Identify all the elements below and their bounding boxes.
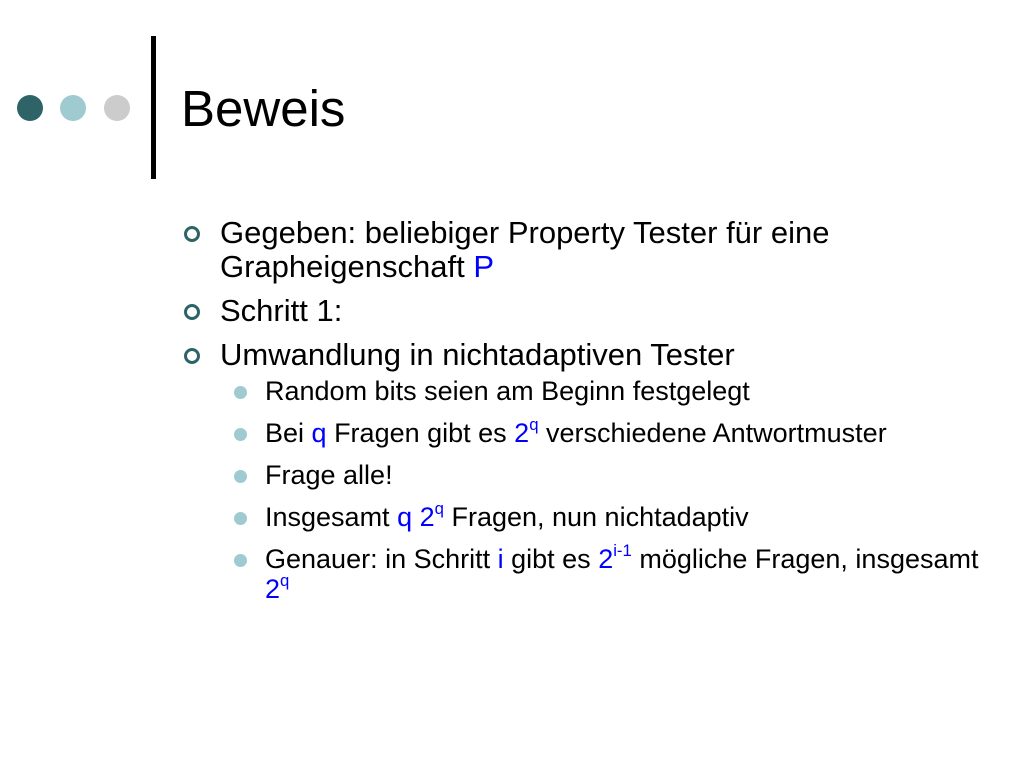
subbullet-answer-patterns [182, 414, 1002, 448]
bullet-text: Schritt 1: [220, 293, 343, 328]
power-expression [514, 414, 539, 448]
dot-bullet-icon [234, 554, 247, 567]
bullet-item-step1 [182, 294, 1002, 328]
subbullet-total [182, 498, 1002, 532]
title-divider-bar [151, 36, 156, 179]
text-segment: Fragen, nun nichtadaptiv [443, 502, 749, 532]
dot-bullet-icon [234, 470, 247, 483]
subbullet-more-precise [182, 540, 1002, 604]
subbullet-ask-all [182, 460, 1002, 490]
text-segment: Fragen gibt es [326, 418, 515, 448]
power-base: 2 [419, 502, 435, 532]
variable-q: q [397, 502, 413, 532]
power-expression [419, 498, 444, 532]
power-base: 2 [514, 418, 530, 448]
dot-bullet-icon [234, 386, 247, 399]
text-segment: verschiedene Antwortmuster [538, 418, 887, 448]
slide-title: Beweis [181, 80, 346, 137]
power-exponent: i-1 [613, 540, 632, 560]
power-exponent: q [280, 570, 290, 590]
power-base: 2 [265, 574, 281, 604]
bullet-item-given [182, 216, 1002, 284]
decorative-dot-dark [17, 95, 43, 121]
ring-bullet-icon [184, 348, 200, 364]
ring-bullet-icon [184, 304, 200, 320]
bullet-item-conversion [182, 338, 1002, 372]
decorative-dot-gray [104, 95, 130, 121]
subbullet-text: Frage alle! [265, 460, 393, 490]
variable-i: i [497, 544, 504, 574]
bullet-text: Gegeben: beliebiger Property Tester für eine Grapheigenschaft [220, 215, 830, 284]
dot-bullet-icon [234, 512, 247, 525]
text-segment: Insgesamt [265, 502, 398, 532]
ring-bullet-icon [184, 226, 200, 242]
dot-bullet-icon [234, 428, 247, 441]
slide-body [182, 216, 1002, 616]
property-variable: P [473, 249, 495, 284]
power-exponent: q [529, 414, 539, 434]
text-segment: Bei [265, 418, 312, 448]
subbullet-random-bits [182, 376, 1002, 406]
text-segment: Genauer: in Schritt [265, 544, 498, 574]
text-segment [412, 502, 420, 532]
power-base: 2 [598, 544, 614, 574]
text-segment: gibt es [503, 544, 599, 574]
decorative-dot-light [60, 95, 86, 121]
bullet-text: Umwandlung in nichtadaptiven Tester [220, 337, 735, 372]
text-segment: mögliche Fragen, insgesamt [631, 544, 979, 574]
subbullet-text: Random bits seien am Beginn festgelegt [265, 376, 750, 406]
power-expression [265, 570, 290, 604]
power-expression [598, 540, 632, 574]
power-exponent: q [434, 498, 444, 518]
variable-q: q [311, 418, 327, 448]
